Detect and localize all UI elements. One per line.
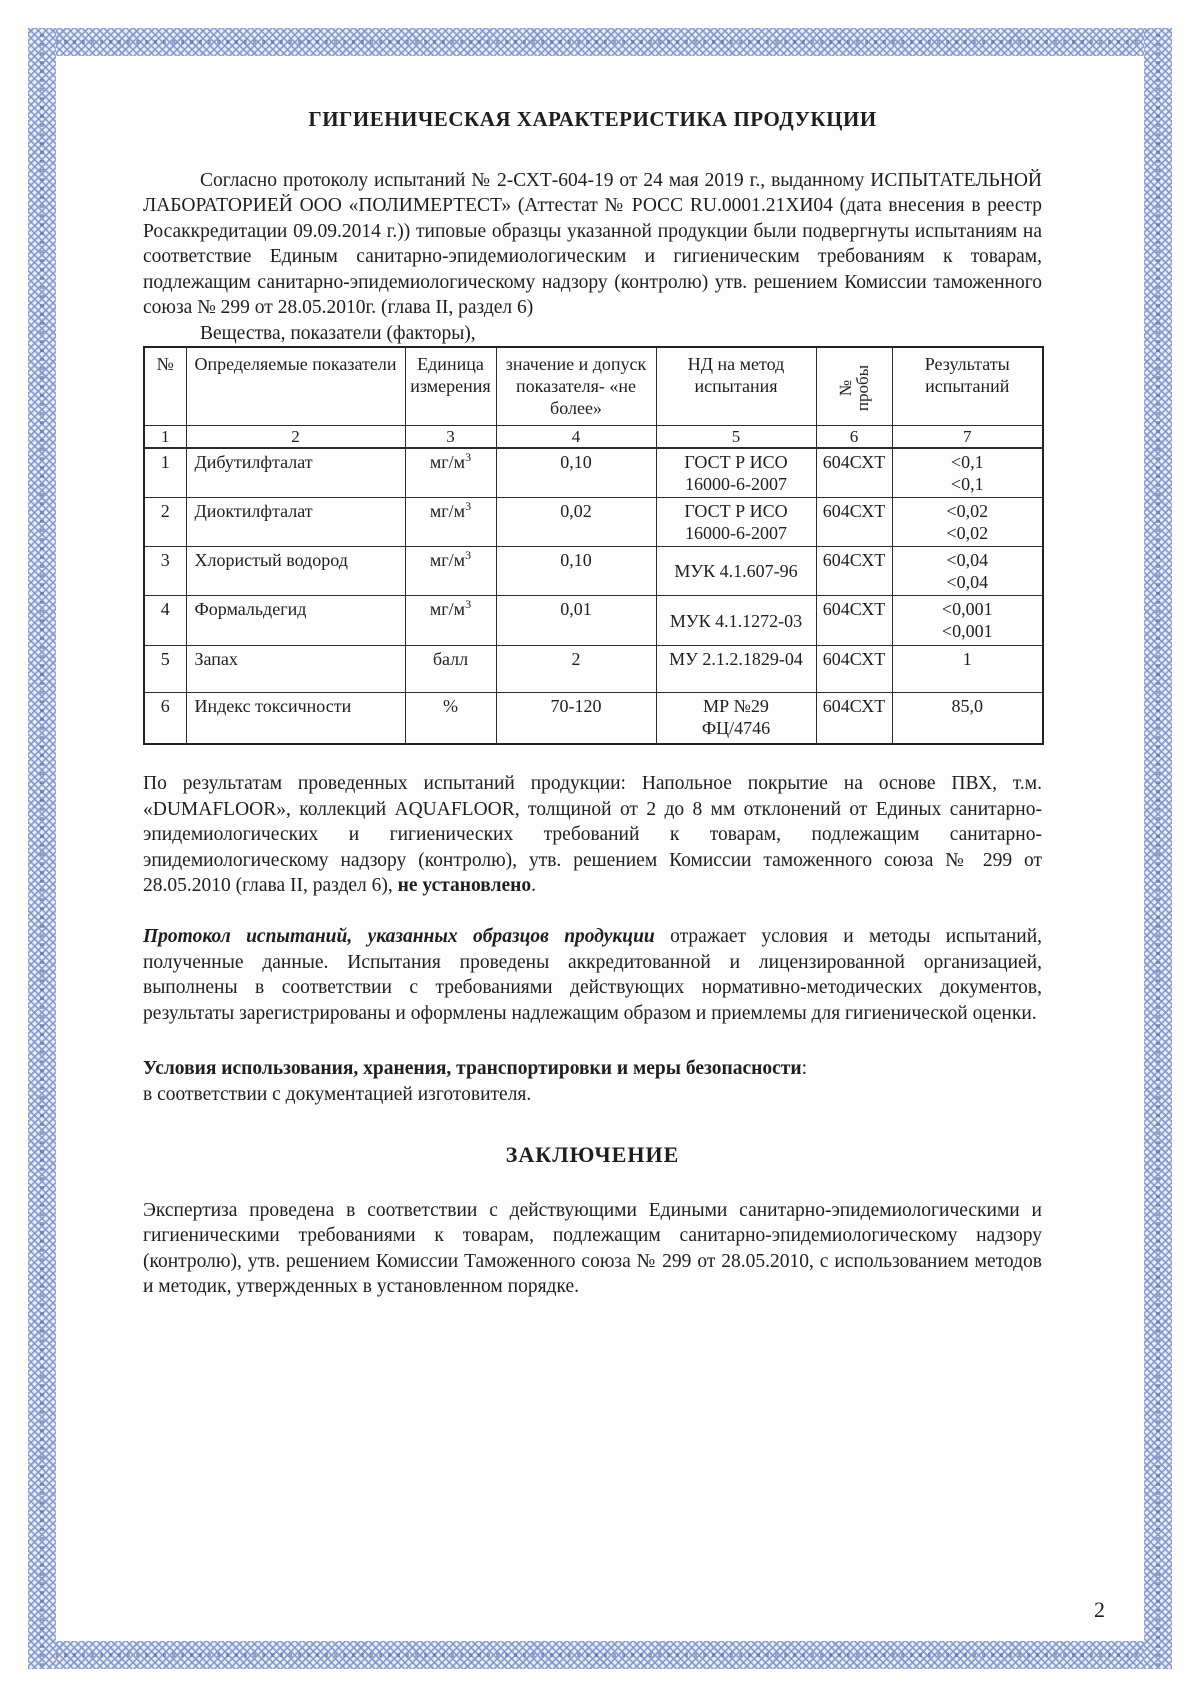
column-numbering-row bbox=[144, 426, 1043, 449]
sample-number: 604СХТ bbox=[822, 649, 886, 670]
cell-row-number bbox=[144, 547, 186, 596]
table-row bbox=[144, 646, 1043, 693]
cell-results bbox=[892, 693, 1043, 745]
indicator-name: Формальдегид bbox=[194, 599, 307, 620]
cell-sample-number bbox=[816, 448, 892, 498]
method-line: МР №29 bbox=[703, 696, 769, 717]
unit: мг/м bbox=[429, 501, 466, 522]
cell-method bbox=[656, 596, 816, 646]
cell-row-number bbox=[144, 448, 186, 498]
col-index: 6 bbox=[816, 426, 892, 449]
cell-sample-number bbox=[816, 498, 892, 547]
cell-indicator bbox=[186, 448, 405, 498]
sample-number: 604СХТ bbox=[822, 452, 886, 473]
row-number: 5 bbox=[160, 649, 170, 670]
cell-limit-value bbox=[496, 596, 656, 646]
header-unit: Единица измерения bbox=[405, 347, 496, 426]
method-line: ГОСТ Р ИСО bbox=[684, 501, 788, 522]
row-number: 2 bbox=[160, 501, 170, 522]
limit-value: 0,10 bbox=[560, 550, 592, 571]
method-line: МУК 4.1.1272-03 bbox=[669, 610, 803, 631]
col-index: 3 bbox=[405, 426, 496, 449]
header-sample-number bbox=[816, 347, 892, 426]
document-body bbox=[143, 0, 1042, 1300]
cell-method bbox=[656, 646, 816, 693]
conditions-text: в соответствии с документацией изготовителя. bbox=[143, 1083, 532, 1105]
cell-indicator bbox=[186, 646, 405, 693]
cell-row-number bbox=[144, 596, 186, 646]
test-results-table bbox=[143, 346, 1044, 745]
table-row bbox=[144, 596, 1043, 646]
limit-value: 70-120 bbox=[550, 696, 602, 717]
col-index: 4 bbox=[496, 426, 656, 449]
result-line: 85,0 bbox=[951, 696, 983, 717]
protocol-lead: Протокол испытаний, указанных образцов продукции bbox=[143, 926, 655, 948]
sample-number: 604СХТ bbox=[822, 550, 886, 571]
result-line: <0,04 bbox=[946, 572, 989, 593]
table-row bbox=[144, 498, 1043, 547]
col-index: 7 bbox=[892, 426, 1043, 449]
method-line: 16000-6-2007 bbox=[685, 523, 787, 544]
decorative-border-bottom bbox=[28, 1641, 1172, 1669]
indicator-name: Хлористый водород bbox=[194, 550, 348, 571]
row-number: 1 bbox=[160, 452, 170, 473]
conclusion-heading: ЗАКЛЮЧЕНИЕ bbox=[505, 1141, 680, 1167]
cell-row-number bbox=[144, 693, 186, 745]
indicator-name: Диоктилфталат bbox=[194, 501, 313, 522]
cell-method bbox=[656, 498, 816, 547]
cell-unit bbox=[405, 596, 496, 646]
result-line: <0,04 bbox=[946, 550, 989, 571]
cell-limit-value bbox=[496, 547, 656, 596]
decorative-border-right bbox=[1144, 28, 1172, 1669]
method-line: ГОСТ Р ИСО bbox=[684, 452, 788, 473]
header-sample-number-text: пробы bbox=[852, 365, 872, 412]
col-index: 1 bbox=[144, 426, 186, 449]
results-paragraph bbox=[143, 771, 1042, 898]
sample-number: 604СХТ bbox=[822, 501, 886, 522]
cell-unit bbox=[405, 498, 496, 547]
unit-superscript: 3 bbox=[465, 499, 472, 514]
unit: % bbox=[443, 696, 458, 717]
table-row bbox=[144, 448, 1043, 498]
col-index: 2 bbox=[186, 426, 405, 449]
cell-limit-value bbox=[496, 498, 656, 547]
table-header-row bbox=[144, 347, 1043, 426]
header-sample-number-text: № bbox=[835, 380, 855, 397]
result-line: <0,001 bbox=[941, 599, 993, 620]
unit: балл bbox=[432, 649, 469, 670]
decorative-border-left bbox=[28, 28, 56, 1669]
document-title: ГИГИЕНИЧЕСКАЯ ХАРАКТЕРИСТИКА ПРОДУКЦИИ bbox=[308, 107, 877, 131]
cell-results bbox=[892, 498, 1043, 547]
limit-value: 2 bbox=[571, 649, 581, 670]
cell-indicator bbox=[186, 693, 405, 745]
cell-limit-value bbox=[496, 448, 656, 498]
conditions-bold: Условия использования, хранения, транспортировки и меры безопасности bbox=[143, 1058, 802, 1080]
cell-limit-value bbox=[496, 646, 656, 693]
row-number: 4 bbox=[160, 599, 170, 620]
cell-results bbox=[892, 448, 1043, 498]
row-number: 3 bbox=[160, 550, 170, 571]
indicator-name: Индекс токсичности bbox=[194, 696, 352, 717]
cell-sample-number bbox=[816, 547, 892, 596]
method-line: ФЦ/4746 bbox=[701, 718, 771, 739]
cell-method bbox=[656, 693, 816, 745]
cell-row-number bbox=[144, 646, 186, 693]
result-line: <0,02 bbox=[946, 501, 989, 522]
cell-sample-number bbox=[816, 646, 892, 693]
header-indicators: Определяемые показатели bbox=[186, 347, 405, 426]
intro-paragraph: Согласно протоколу испытаний № 2-СХТ-604-19 от 24 мая 2019 г., выданному ИСПЫТАТЕЛЬНОЙ ЛАБОРАТОРИЕЙ ООО «ПОЛИМЕРТЕСТ» (Аттестат № РОСС RU.0001.21ХИ04 (дата внесения в реестр Росаккредитации 09.09.2014 г.)) типовые образцы указанной продукции были подвергнуты испытаниям на соответствие Единым санитарно-эпидемиологическим и гигиеническим требованиям к товарам, подлежащим санитарно-эпидемиологическому надзору (контролю) утв. решением Комиссии таможенного союза № 299 от 28.05.2010г. (глава II, раздел 6) bbox=[143, 170, 1042, 319]
result-line: 1 bbox=[962, 649, 972, 670]
cell-indicator bbox=[186, 596, 405, 646]
method-line: МУК 4.1.607-96 bbox=[674, 561, 798, 582]
row-number: 6 bbox=[160, 696, 170, 717]
cell-indicator bbox=[186, 547, 405, 596]
protocol-paragraph bbox=[143, 924, 1042, 1026]
result-line: <0,001 bbox=[941, 621, 993, 642]
protocol-rest: отражает условия и методы испытаний, полученные данные. Испытания проведены аккредитованной и лицензированной организацией, выполнены в соответствии с требованиями действующих нормативно-методических документов, результаты зарегистрированы и оформлены надлежащим образом и приемлемы для гигиенической оценки. bbox=[143, 926, 1043, 1024]
col-index: 5 bbox=[656, 426, 816, 449]
results-bold-verdict: не установлено bbox=[397, 875, 532, 897]
cell-unit bbox=[405, 547, 496, 596]
result-line: <0,02 bbox=[946, 523, 989, 544]
table-row bbox=[144, 693, 1043, 745]
cell-unit bbox=[405, 646, 496, 693]
sample-number: 604СХТ bbox=[822, 696, 886, 717]
conditions-colon: : bbox=[801, 1058, 807, 1080]
cell-limit-value bbox=[496, 693, 656, 745]
cell-unit bbox=[405, 448, 496, 498]
page-number: 2 bbox=[1094, 1597, 1105, 1622]
method-line: МУ 2.1.2.1829-04 bbox=[669, 649, 803, 670]
results-text: По результатам проведенных испытаний продукции: Напольное покрытие на основе ПВХ, т.м. «DUMAFLOOR», коллекций AQUAFLOOR, толщиной от 2 до 8 мм отклонений от Единых санитарно-эпидемиологических и гигиенических требований к товарам, подлежащим санитарно-эпидемиологическому надзору (контролю), утв. решением Комиссии таможенного союза № 299 от 28.05.2010 (глава II, раздел 6), bbox=[143, 773, 1042, 897]
cell-indicator bbox=[186, 498, 405, 547]
unit-superscript: 3 bbox=[465, 548, 472, 563]
cell-results bbox=[892, 646, 1043, 693]
cell-results bbox=[892, 596, 1043, 646]
method-line: 16000-6-2007 bbox=[685, 474, 787, 495]
header-value-limit: значение и допуск показателя- «не более» bbox=[496, 347, 656, 426]
cell-sample-number bbox=[816, 596, 892, 646]
table-body bbox=[144, 448, 1043, 744]
cell-unit bbox=[405, 693, 496, 745]
sample-number: 604СХТ bbox=[822, 599, 886, 620]
indicator-name: Запах bbox=[194, 649, 238, 670]
unit-superscript: 3 bbox=[465, 450, 472, 465]
result-line: <0,1 bbox=[950, 474, 984, 495]
unit: мг/м bbox=[429, 550, 466, 571]
unit: мг/м bbox=[429, 452, 466, 473]
cell-row-number bbox=[144, 498, 186, 547]
unit: мг/м bbox=[429, 599, 466, 620]
limit-value: 0,02 bbox=[560, 501, 592, 522]
unit-superscript: 3 bbox=[465, 597, 472, 612]
cell-method bbox=[656, 547, 816, 596]
header-number: № bbox=[144, 347, 186, 426]
limit-value: 0,01 bbox=[560, 599, 592, 620]
results-tail: . bbox=[531, 875, 537, 897]
cell-results bbox=[892, 547, 1043, 596]
header-method: НД на метод испытания bbox=[656, 347, 816, 426]
table-row bbox=[144, 547, 1043, 596]
result-line: <0,1 bbox=[950, 452, 984, 473]
limit-value: 0,10 bbox=[560, 452, 592, 473]
indicator-name: Дибутилфталат bbox=[194, 452, 313, 473]
conditions-heading bbox=[143, 1056, 1042, 1107]
cell-sample-number bbox=[816, 693, 892, 745]
cell-method bbox=[656, 448, 816, 498]
table-caption: Вещества, показатели (факторы), bbox=[200, 323, 476, 345]
header-results: Результаты испытаний bbox=[892, 347, 1043, 426]
conclusion-paragraph: Экспертиза проведена в соответствии с действующими Едиными санитарно-эпидемиологическими и гигиеническими требованиями к товарам, подлежащим санитарно-эпидемиологическому надзору (контролю), утв. решением Комиссии Таможенного союза № 299 от 28.05.2010, с использованием методов и методик, утвержденных в установленном порядке. bbox=[143, 1199, 1042, 1298]
